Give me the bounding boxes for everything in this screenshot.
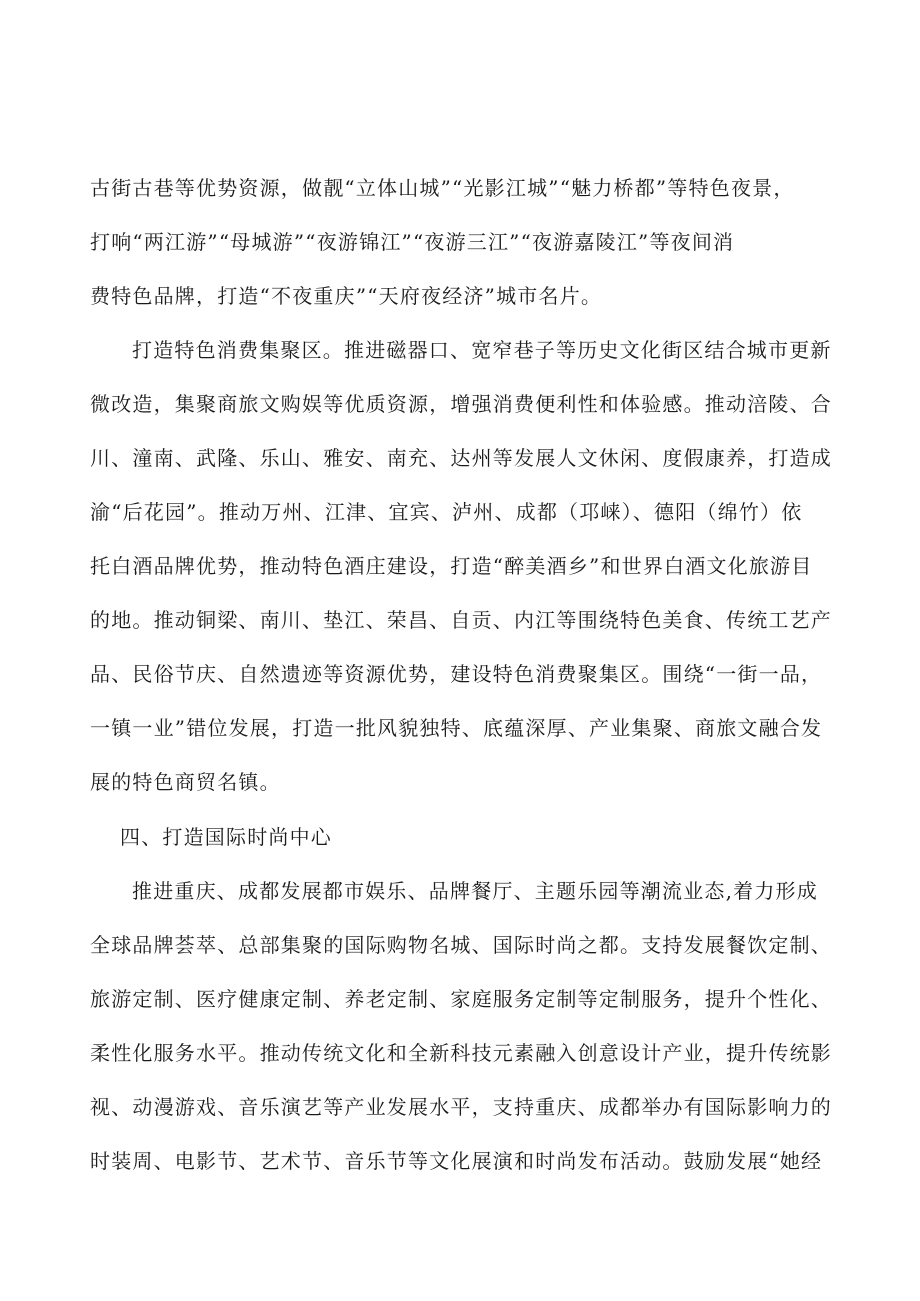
paragraph-1-line-3: 费特色品牌，打造“不夜重庆”“天府夜经济”城市名片。 bbox=[90, 284, 603, 308]
paragraph-3-line-6: 时装周、电影节、艺术节、音乐节等文化展演和时尚发布活动。鼓励发展“她经 bbox=[90, 1149, 823, 1173]
paragraph-2-line-7: 品、民俗节庆、自然遗迹等资源优势，建设特色消费聚集区。围绕“一街一品， bbox=[90, 662, 823, 686]
paragraph-3-line-3: 旅游定制、医疗健康定制、养老定制、家庭服务定制等定制服务，提升个性化、 bbox=[90, 987, 832, 1011]
paragraph-2-line-6: 的地。推动铜梁、南川、垫江、荣昌、自贡、内江等围绕特色美食、传统工艺产 bbox=[90, 608, 832, 632]
paragraph-3-line-2: 全球品牌荟萃、总部集聚的国际购物名城、国际时尚之都。支持发展餐饮定制、 bbox=[90, 933, 832, 957]
paragraph-2-line-3: 川、潼南、武隆、乐山、雅安、南充、达州等发展人文休闲、度假康养，打造成 bbox=[90, 446, 832, 470]
paragraph-2-line-2: 微改造，集聚商旅文购娱等优质资源，增强消费便利性和体验感。推动涪陵、合 bbox=[90, 392, 832, 416]
paragraph-2-line-4: 渝“后花园”。推动万州、江津、宜宾、泸州、成都（邛崃）、德阳（绵竹）依 bbox=[90, 500, 803, 524]
paragraph-1-line-1: 古街古巷等优势资源，做靓“立体山城”“光影江城”“魅力桥都”等特色夜景， bbox=[90, 176, 795, 200]
paragraph-3-line-4: 柔性化服务水平。推动传统文化和全新科技元素融入创意设计产业，提升传统影 bbox=[90, 1041, 832, 1065]
paragraph-3-line-1: 推进重庆、成都发展都市娱乐、品牌餐厅、主题乐园等潮流业态,着力形成 bbox=[132, 879, 818, 903]
section-heading: 四、打造国际时尚中心 bbox=[120, 825, 332, 849]
paragraph-3-line-5: 视、动漫游戏、音乐演艺等产业发展水平，支持重庆、成都举办有国际影响力的 bbox=[90, 1095, 832, 1119]
paragraph-1-line-2: 打响“两江游”“母城游”“夜游锦江”“夜游三江”“夜游嘉陵江”等夜间消 bbox=[90, 230, 735, 254]
paragraph-2-line-9: 展的特色商贸名镇。 bbox=[90, 770, 281, 794]
paragraph-2-line-1: 打造特色消费集聚区。推进磁器口、宽窄巷子等历史文化街区结合城市更新 bbox=[132, 338, 832, 362]
paragraph-2-line-5: 托白酒品牌优势，推动特色酒庄建设，打造“醉美酒乡”和世界白酒文化旅游目 bbox=[90, 554, 813, 578]
paragraph-2-line-8: 一镇一业”错位发展，打造一批风貌独特、底蕴深厚、产业集聚、商旅文融合发 bbox=[90, 716, 823, 740]
